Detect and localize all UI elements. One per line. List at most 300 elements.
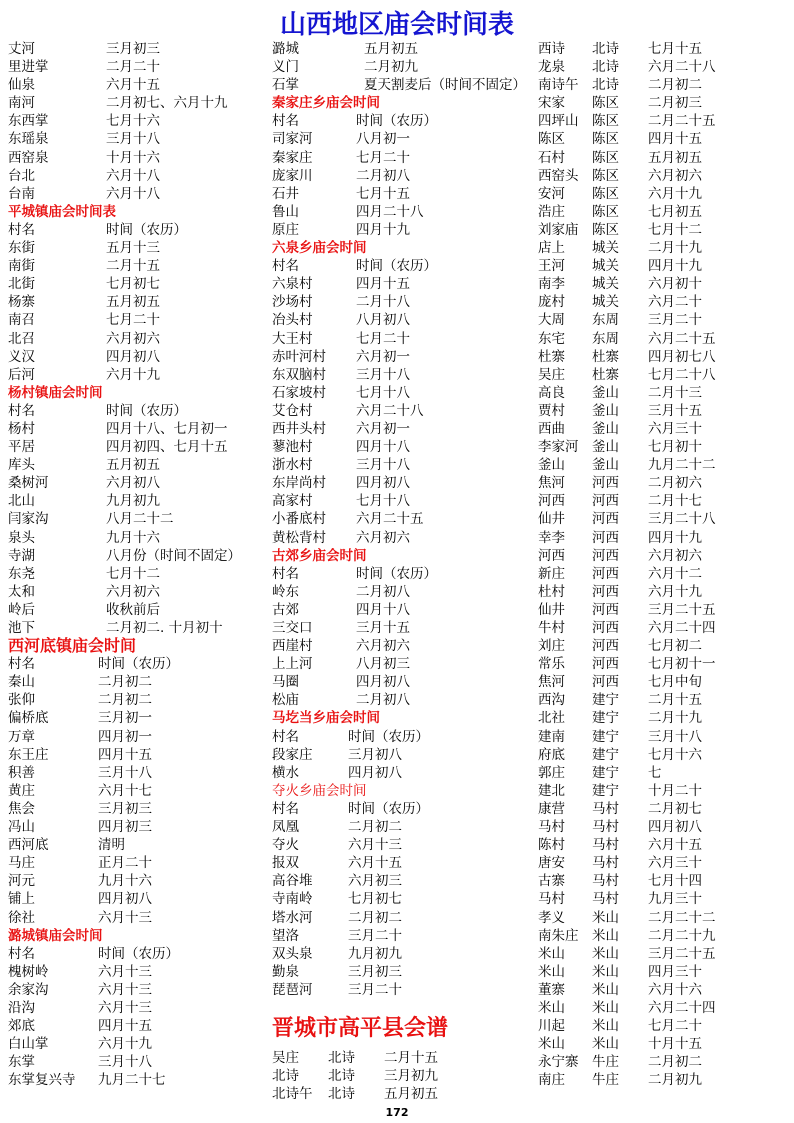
- table-row: [538, 492, 790, 510]
- fair-date: 九月二十七: [98, 1072, 166, 1089]
- village-name: 牛村: [538, 620, 565, 636]
- section-subtitle: 晋城市高平县会谱: [272, 1014, 449, 1041]
- fair-date: 十月十六: [106, 149, 160, 166]
- fair-date: 八月初三: [356, 656, 410, 673]
- village-name: 后河: [8, 366, 35, 383]
- table-row: [538, 221, 790, 239]
- table-row: [8, 764, 263, 782]
- fair-date: 六月二十五: [648, 330, 716, 347]
- fair-date: 九月三十: [648, 891, 702, 908]
- fair-date: 七月十五: [648, 41, 702, 57]
- township-name: 牛庄: [592, 1072, 619, 1089]
- fair-date: 八月二十二: [106, 511, 174, 528]
- fair-date: 四月初三: [98, 819, 152, 836]
- fair-date: 六月十九: [648, 583, 702, 600]
- table-row: [272, 619, 532, 637]
- township-name: 北诗: [592, 41, 619, 57]
- village-name: 陈村: [538, 837, 565, 854]
- table-row: [272, 40, 532, 58]
- village-name: 东岸尚村: [272, 475, 326, 492]
- village-name: 贾村: [538, 402, 565, 419]
- table-row: [272, 293, 532, 311]
- table-row: [8, 330, 263, 348]
- table-row: [272, 402, 532, 420]
- village-name: 积善: [8, 764, 35, 781]
- fair-date: 二月十九: [648, 240, 702, 257]
- table-row: [8, 945, 263, 963]
- table-row: [538, 275, 790, 293]
- fair-date: 三月十八: [648, 728, 702, 745]
- fair-date: 七月初十一: [648, 656, 716, 673]
- table-row: [8, 40, 263, 58]
- fair-date: 六月初六: [648, 547, 702, 564]
- table-row: [8, 565, 263, 583]
- table-row: [538, 76, 790, 94]
- village-name: 郊底: [8, 1018, 35, 1035]
- village-name: 三交口: [272, 620, 313, 636]
- fair-date: 三月十八: [98, 1054, 152, 1071]
- fair-date: 清明: [98, 837, 125, 854]
- township-name: 马村: [592, 891, 619, 908]
- fair-date: 六月十九: [98, 1036, 152, 1053]
- village-name: 北诗: [272, 1068, 299, 1085]
- village-name: 杜寨: [538, 348, 565, 365]
- village-name: 潞城: [272, 41, 299, 57]
- village-name: 小番底村: [272, 511, 326, 528]
- village-name: 村名: [8, 402, 35, 419]
- village-name: 池下: [8, 620, 35, 636]
- fair-date: 七: [648, 764, 662, 781]
- village-name: 北社: [538, 710, 565, 727]
- table-row: [8, 112, 263, 130]
- township-name: 陈区: [592, 131, 619, 148]
- fair-date: 二月二十: [106, 59, 160, 76]
- village-name: 赤叶河村: [272, 348, 326, 365]
- fair-date: 六月十八: [106, 185, 160, 202]
- village-name: 南诗午: [538, 77, 579, 94]
- village-name: 石家坡村: [272, 384, 326, 401]
- fair-date: 时间（农历）: [348, 728, 429, 745]
- fair-date: 四月初四、七月十五: [106, 439, 228, 456]
- table-row: [8, 275, 263, 293]
- table-row: [538, 384, 790, 402]
- village-name: 白山掌: [8, 1036, 49, 1053]
- table-row: [8, 655, 263, 673]
- table-row: [538, 149, 790, 167]
- fair-date: 三月初一: [98, 710, 152, 727]
- village-name: 李家河: [538, 439, 579, 456]
- fair-date: 五月初五: [106, 294, 160, 311]
- township-name: 陈区: [592, 185, 619, 202]
- table-row: [8, 293, 263, 311]
- township-name: 米山: [592, 945, 619, 962]
- village-name: 米山: [538, 963, 565, 980]
- fair-date: 三月二十八: [648, 511, 716, 528]
- village-name: 马圈: [272, 674, 299, 691]
- table-row: [272, 112, 532, 130]
- village-name: 大王村: [272, 330, 313, 347]
- fair-date: 时间（农历）: [356, 258, 437, 275]
- table-row: [538, 637, 790, 655]
- village-name: 艾仓村: [272, 402, 313, 419]
- village-name: 新庄: [538, 565, 565, 582]
- fair-date: 七月十五: [356, 185, 410, 202]
- village-name: 米山: [538, 999, 565, 1016]
- table-row: [538, 185, 790, 203]
- village-name: 仙井: [538, 511, 565, 528]
- village-name: 安河: [538, 185, 565, 202]
- village-name: 四坪山: [538, 113, 579, 130]
- table-row: [8, 872, 263, 890]
- fair-date: 四月十五: [98, 1018, 152, 1035]
- fair-date: 二月二十二: [648, 909, 716, 926]
- table-row: [272, 529, 532, 547]
- table-row: [272, 76, 532, 94]
- village-name: 桑树河: [8, 475, 49, 492]
- fair-date: 四月十五: [356, 276, 410, 293]
- fair-date: 九月初九: [106, 493, 160, 510]
- fair-date: 二月二十五: [648, 113, 716, 130]
- section-heading: 杨村镇庙会时间: [8, 384, 103, 401]
- table-row: [538, 800, 790, 818]
- table-row: [272, 583, 532, 601]
- township-name: 建宁: [592, 728, 619, 745]
- village-name: 台南: [8, 185, 35, 202]
- table-row: [272, 637, 532, 655]
- township-name: 北诗: [328, 1068, 355, 1085]
- table-row: [538, 709, 790, 727]
- table-row: [272, 746, 532, 764]
- table-row: [272, 1085, 532, 1103]
- table-row: [272, 800, 532, 818]
- fair-date: 六月十五: [348, 855, 402, 872]
- fair-date: 四月初八: [356, 475, 410, 492]
- table-row: [538, 945, 790, 963]
- fair-date: 四月十八: [356, 439, 410, 456]
- table-row: [8, 529, 263, 547]
- village-name: 泉头: [8, 529, 35, 546]
- village-name: 冶头村: [272, 312, 313, 329]
- fair-date: 四月初八: [356, 674, 410, 691]
- fair-date: 三月十五: [648, 402, 702, 419]
- village-name: 松庙: [272, 692, 299, 709]
- village-name: 南河: [8, 95, 35, 112]
- village-name: 董寨: [538, 981, 565, 998]
- village-name: 平居: [8, 439, 35, 456]
- village-name: 孝义: [538, 909, 565, 926]
- table-row: [8, 1035, 263, 1053]
- village-name: 东宅: [538, 330, 565, 347]
- village-name: 米山: [538, 1036, 565, 1053]
- township-name: 东周: [592, 312, 619, 329]
- fair-date: 七月二十: [356, 330, 410, 347]
- fair-date: 九月二十二: [648, 457, 716, 474]
- table-row: [272, 420, 532, 438]
- table-row: [8, 999, 263, 1017]
- table-row: [272, 945, 532, 963]
- table-row: [8, 239, 263, 257]
- township-name: 建宁: [592, 764, 619, 781]
- table-row: [8, 981, 263, 999]
- fair-date: 三月初三: [98, 800, 152, 817]
- table-row: [538, 529, 790, 547]
- village-name: 台北: [8, 167, 35, 184]
- fair-date: 二月初六: [648, 475, 702, 492]
- table-row: [272, 565, 532, 583]
- fair-date: 六月十三: [98, 909, 152, 926]
- fair-date: 六月十三: [98, 963, 152, 980]
- fair-date: 二月初二: [648, 77, 702, 94]
- village-name: 村名: [8, 945, 35, 962]
- village-name: 双头泉: [272, 945, 313, 962]
- fair-date: 四月初八: [648, 819, 702, 836]
- fair-date: 七月初七: [348, 891, 402, 908]
- village-name: 河西: [538, 547, 565, 564]
- village-name: 东掌复兴寺: [8, 1072, 76, 1089]
- village-name: 义汉: [8, 348, 35, 365]
- table-row: [538, 854, 790, 872]
- township-name: 陈区: [592, 149, 619, 166]
- table-row: [8, 474, 263, 492]
- village-name: 东街: [8, 240, 35, 257]
- village-name: 东王庄: [8, 746, 49, 763]
- fair-date: 二月初二: [98, 674, 152, 691]
- column-1: [8, 40, 263, 1089]
- fair-date: 三月初三: [348, 963, 402, 980]
- village-name: 六泉村: [272, 276, 313, 293]
- fair-date: 八月初一: [356, 131, 410, 148]
- village-name: 马庄: [8, 855, 35, 872]
- table-row: [538, 348, 790, 366]
- table-row: [538, 1053, 790, 1071]
- fair-date: 七月初十: [648, 439, 702, 456]
- village-name: 西沟: [538, 692, 565, 709]
- table-row: [8, 311, 263, 329]
- village-name: 南朱庄: [538, 927, 579, 944]
- fair-date: 三月二十五: [648, 945, 716, 962]
- fair-date: 六月十三: [98, 999, 152, 1016]
- village-name: 仙井: [538, 601, 565, 618]
- fair-date: 二月初八: [356, 167, 410, 184]
- village-name: 村名: [272, 113, 299, 130]
- fair-date: 六月十八: [106, 167, 160, 184]
- village-name: 石掌: [272, 77, 299, 94]
- table-row: [538, 420, 790, 438]
- table-row: [538, 1017, 790, 1035]
- table-row: [8, 601, 263, 619]
- village-name: 西窑泉: [8, 149, 49, 166]
- fair-date: 七月初七: [106, 276, 160, 293]
- table-row: [272, 130, 532, 148]
- fair-date: 四月初八: [348, 764, 402, 781]
- township-name: 北诗: [328, 1049, 355, 1066]
- fair-date: 三月二十: [648, 312, 702, 329]
- village-name: 丈河: [8, 41, 35, 57]
- table-row: [272, 492, 532, 510]
- fair-date: 七月二十: [106, 312, 160, 329]
- table-row: [8, 185, 263, 203]
- village-name: 大周: [538, 312, 565, 329]
- village-name: 蓼池村: [272, 439, 313, 456]
- fair-date: 六月初一: [356, 420, 410, 437]
- village-name: 闫家沟: [8, 511, 49, 528]
- section-heading: 西河底镇庙会时间: [8, 636, 137, 656]
- table-row: [8, 94, 263, 112]
- township-name: 釜山: [592, 384, 619, 401]
- table-row: [8, 709, 263, 727]
- village-name: 黄松背村: [272, 529, 326, 546]
- table-row: [272, 330, 532, 348]
- township-name: 陈区: [592, 167, 619, 184]
- column-2: [272, 40, 532, 1103]
- table-row: [538, 311, 790, 329]
- village-name: 北诗午: [272, 1086, 313, 1103]
- fair-date: 五月初五: [106, 457, 160, 474]
- village-name: 勤泉: [272, 963, 299, 980]
- village-name: 马村: [538, 891, 565, 908]
- fair-date: 四月十九: [356, 221, 410, 238]
- township-name: 河西: [592, 511, 619, 528]
- fair-date: 时间（农历）: [106, 221, 187, 238]
- fair-date: 二月十七: [648, 493, 702, 510]
- table-row: [8, 149, 263, 167]
- village-name: 寺南岭: [272, 891, 313, 908]
- table-row: [8, 547, 263, 565]
- village-name: 村名: [272, 565, 299, 582]
- village-name: 横水: [272, 764, 299, 781]
- fair-date: 二月十九: [648, 710, 702, 727]
- village-name: 槐树岭: [8, 963, 49, 980]
- village-name: 秦家庄: [272, 149, 313, 166]
- fair-date: 六月十七: [98, 782, 152, 799]
- village-name: 铺上: [8, 891, 35, 908]
- village-name: 村名: [8, 656, 35, 673]
- township-name: 米山: [592, 927, 619, 944]
- table-row: [272, 221, 532, 239]
- table-row: [8, 854, 263, 872]
- table-row: [538, 836, 790, 854]
- table-row: [8, 420, 263, 438]
- township-name: 米山: [592, 981, 619, 998]
- village-name: 庞村: [538, 294, 565, 311]
- table-row: [538, 746, 790, 764]
- fair-date: 六月二十五: [356, 511, 424, 528]
- table-row: [538, 890, 790, 908]
- village-name: 北山: [8, 493, 35, 510]
- village-name: 常乐: [538, 656, 565, 673]
- fair-date: 三月二十: [348, 981, 402, 998]
- fair-date: 四月二十八: [356, 203, 424, 220]
- table-row: [272, 655, 532, 673]
- table-row: [272, 438, 532, 456]
- fair-date: 六月十六: [648, 981, 702, 998]
- fair-date: 二月初七: [648, 800, 702, 817]
- fair-date: 七月十八: [356, 384, 410, 401]
- fair-date: 三月二十: [348, 927, 402, 944]
- township-name: 河西: [592, 565, 619, 582]
- table-row: [538, 330, 790, 348]
- table-row: [272, 854, 532, 872]
- page-title: 山西地区庙会时间表: [279, 10, 514, 40]
- village-name: 西曲: [538, 420, 565, 437]
- table-row: [272, 384, 532, 402]
- fair-date: 四月十八: [356, 601, 410, 618]
- fair-date: 四月初八: [106, 348, 160, 365]
- village-name: 沿沟: [8, 999, 35, 1016]
- table-row: [8, 836, 263, 854]
- fair-date: 二月初三: [648, 95, 702, 112]
- village-name: 古寨: [538, 873, 565, 890]
- fair-date: 七月十八: [356, 493, 410, 510]
- fair-date: 四月十五: [648, 131, 702, 148]
- table-row: [538, 673, 790, 691]
- table-row: [272, 185, 532, 203]
- table-row: [272, 1049, 532, 1067]
- township-name: 河西: [592, 529, 619, 546]
- village-name: 高谷堆: [272, 873, 313, 890]
- fair-date: 二月初二: [648, 1054, 702, 1071]
- table-row: [272, 691, 532, 709]
- village-name: 焦河: [538, 674, 565, 691]
- table-row: [272, 601, 532, 619]
- table-row: [272, 818, 532, 836]
- village-name: 马村: [538, 819, 565, 836]
- village-name: 段家庄: [272, 746, 313, 763]
- fair-date: 二月初八: [356, 692, 410, 709]
- table-row: [272, 456, 532, 474]
- village-name: 府底: [538, 746, 565, 763]
- township-name: 马村: [592, 800, 619, 817]
- village-name: 郭庄: [538, 764, 565, 781]
- table-row: [8, 782, 263, 800]
- table-row: [8, 746, 263, 764]
- table-row: [272, 728, 532, 746]
- fair-date: 九月初九: [348, 945, 402, 962]
- fair-date: 二月十八: [356, 294, 410, 311]
- village-name: 西窑头: [538, 167, 579, 184]
- fair-date: 六月二十四: [648, 620, 716, 636]
- fair-date: 二月初二: [348, 909, 402, 926]
- village-name: 浩庄: [538, 203, 565, 220]
- village-name: 高良: [538, 384, 565, 401]
- village-name: 义门: [272, 59, 299, 76]
- fair-date: 四月初八: [98, 891, 152, 908]
- fair-date: 三月十八: [106, 131, 160, 148]
- village-name: 宋家: [538, 95, 565, 112]
- table-row: [272, 981, 532, 999]
- fair-date: 三月初三: [106, 41, 160, 57]
- table-row: [538, 999, 790, 1017]
- fair-date: 三月十八: [356, 457, 410, 474]
- township-name: 河西: [592, 674, 619, 691]
- fair-date: 六月二十八: [648, 59, 716, 76]
- fair-date: 四月十五: [98, 746, 152, 763]
- fair-date: 十月二十: [648, 782, 702, 799]
- fair-date: 夏天割麦后（时间不固定）: [364, 77, 526, 94]
- township-name: 米山: [592, 963, 619, 980]
- table-row: [538, 583, 790, 601]
- section-heading: 夺火乡庙会时间: [272, 782, 367, 799]
- fair-date: 二月初二: [98, 692, 152, 709]
- table-row: [538, 510, 790, 528]
- village-name: 望洛: [272, 927, 299, 944]
- village-name: 石村: [538, 149, 565, 166]
- table-row: [538, 239, 790, 257]
- section-heading: 潞城镇庙会时间: [8, 927, 103, 944]
- village-name: 西河底: [8, 837, 49, 854]
- village-name: 刘家庙: [538, 221, 579, 238]
- township-name: 河西: [592, 638, 619, 655]
